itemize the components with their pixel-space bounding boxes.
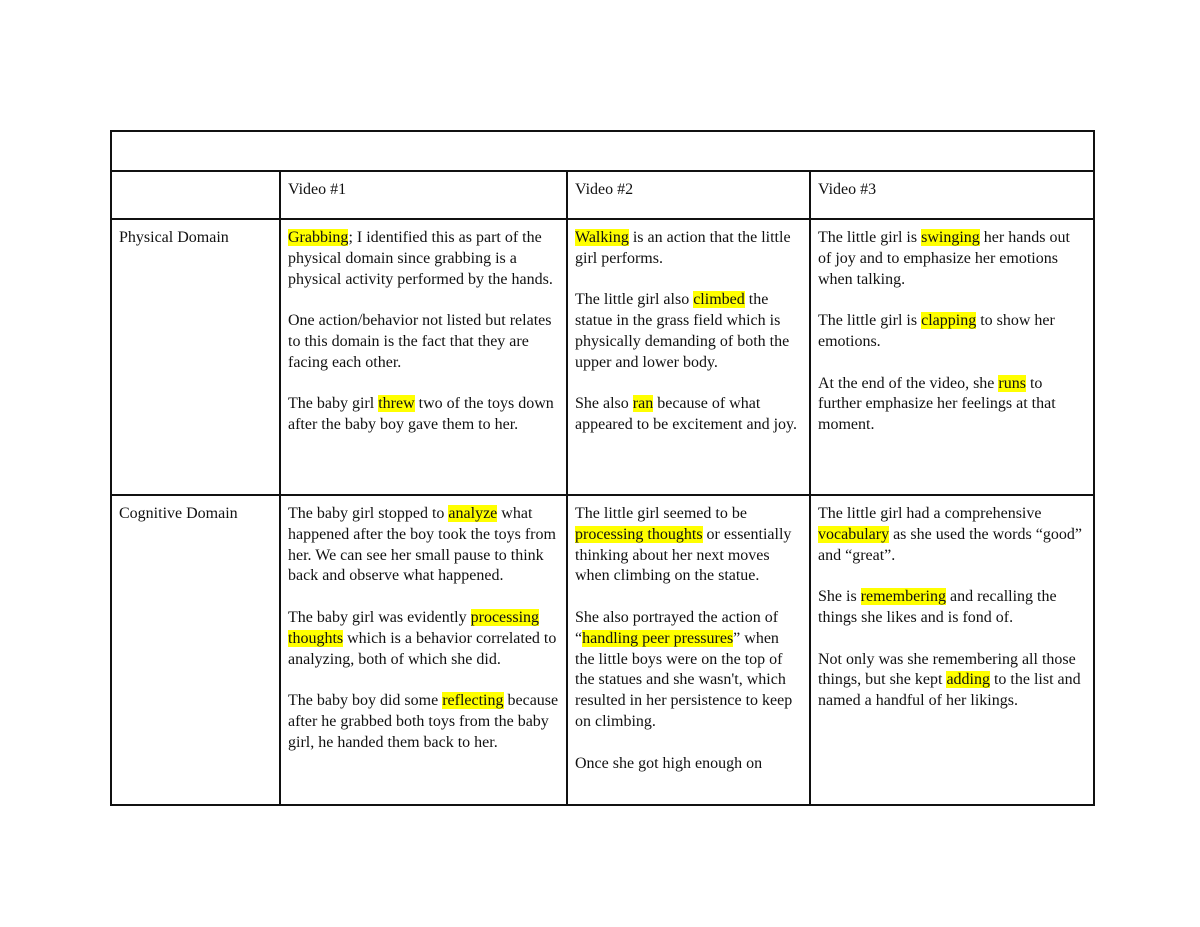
- text-run: is an action that the little girl performs.: [575, 229, 791, 267]
- cell-paragraph: [818, 228, 1086, 290]
- text-run: She also portrayed the action of “: [575, 608, 779, 647]
- cell-paragraph: [575, 754, 802, 775]
- text-run: or essentially thinking about her next moves when climbing on the statue.: [575, 525, 792, 585]
- highlighted-keyword: ran: [632, 395, 654, 413]
- highlighted-keyword: remembering: [860, 588, 946, 606]
- header-cell-empty: [111, 171, 280, 219]
- cell-text: [818, 504, 1086, 712]
- cell-paragraph: [288, 608, 559, 670]
- cell-paragraph: [288, 394, 559, 436]
- cell-cognitive-video-3: [810, 495, 1094, 805]
- cell-cognitive-video-1: [280, 495, 567, 805]
- cell-text: [818, 228, 1086, 436]
- highlighted-keyword: Grabbing: [288, 229, 349, 246]
- highlighted-keyword: climbed: [693, 291, 745, 309]
- text-run: The little girl also: [575, 291, 694, 309]
- highlighted-keyword: reflecting: [442, 692, 504, 710]
- table-title-row: [111, 131, 1094, 171]
- row-label-cognitive-domain: Cognitive Domain: [111, 495, 280, 805]
- header-cell-video-2: Video #2: [567, 171, 810, 219]
- text-run: The baby girl stopped to: [288, 505, 449, 522]
- table-header-row: [111, 171, 1094, 219]
- cell-cognitive-video-2: [567, 495, 810, 805]
- text-run: and recalling the things she likes and is fond of.: [818, 588, 1057, 626]
- header-cell-video-1: Video #1: [280, 171, 567, 219]
- text-run: to further emphasize her feelings at that moment.: [818, 374, 1056, 434]
- text-run: She also: [575, 395, 633, 413]
- text-run: ” when the little boys were on the top of the statues and she wasn't, which resulted in her persistence to keep on climbing.: [575, 629, 793, 730]
- text-run: what happened after the boy took the toys from her. We can see her small pause to think back and observe what happened.: [288, 505, 556, 585]
- cell-paragraph: [575, 394, 802, 436]
- text-run: At the end of the video, she: [818, 374, 999, 392]
- cell-physical-video-3: [810, 219, 1094, 495]
- text-run: The baby girl: [288, 395, 379, 413]
- cell-text: [575, 228, 802, 436]
- cell-paragraph: [575, 608, 802, 733]
- text-run: because after he grabbed both toys from the baby girl, he handed them back to her.: [288, 692, 559, 751]
- table-row-cognitive-domain: [111, 495, 1094, 805]
- table-title-cell: [111, 131, 1094, 171]
- header-cell-video-3: Video #3: [810, 171, 1094, 219]
- text-run: The little girl is: [818, 229, 922, 246]
- text-run: as she used the words “good” and “great”.: [818, 525, 1082, 564]
- text-run: She is: [818, 588, 861, 606]
- row-label-physical-domain: Physical Domain: [111, 219, 280, 495]
- highlighted-keyword: processing thoughts: [575, 525, 703, 543]
- table-row-physical-domain: [111, 219, 1094, 495]
- cell-physical-video-1: [280, 219, 567, 495]
- text-run: the statue in the grass field which is physically demanding of both the upper and lower body.: [575, 291, 790, 371]
- highlighted-keyword: handling peer pressures: [582, 629, 734, 647]
- text-run: which is a behavior correlated to analyzing, both of which she did.: [288, 629, 557, 668]
- cell-paragraph: [818, 587, 1086, 629]
- text-run: The little girl is: [818, 312, 922, 330]
- cell-text: [288, 504, 559, 754]
- cell-paragraph: [575, 228, 802, 270]
- cell-paragraph: [575, 290, 802, 373]
- text-run: because of what appeared to be excitement and joy.: [575, 395, 797, 434]
- cell-physical-video-2: [567, 219, 810, 495]
- highlighted-keyword: vocabulary: [818, 525, 890, 543]
- cell-text: [575, 504, 802, 774]
- highlighted-keyword: adding: [946, 671, 990, 689]
- text-run: The little girl seemed to be: [575, 505, 747, 522]
- text-run: Once she got high enough on: [575, 754, 763, 772]
- highlighted-keyword: Walking: [575, 229, 629, 246]
- cell-paragraph: [575, 504, 802, 587]
- highlighted-keyword: clapping: [921, 312, 977, 330]
- text-run: Not only was she remembering all those things, but she kept: [818, 650, 1076, 689]
- highlighted-keyword: threw: [378, 395, 415, 413]
- highlighted-keyword: analyze: [448, 505, 498, 522]
- text-run: two of the toys down after the baby boy gave them to her.: [288, 395, 554, 434]
- domain-observation-table: [110, 130, 1095, 806]
- highlighted-keyword: processing thoughts: [288, 608, 540, 647]
- cell-paragraph: [818, 311, 1086, 353]
- cell-paragraph: [818, 374, 1086, 436]
- text-run: to the list and named a handful of her likings.: [818, 671, 1081, 710]
- highlighted-keyword: swinging: [921, 229, 980, 246]
- text-run: One action/behavior not listed but relates to this domain is the fact that they are facing each other.: [288, 312, 552, 371]
- text-run: to show her emotions.: [818, 312, 1055, 350]
- cell-paragraph: [288, 228, 559, 290]
- cell-paragraph: [818, 504, 1086, 566]
- cell-paragraph: [818, 650, 1086, 712]
- text-run: her hands out of joy and to emphasize her emotions when talking.: [818, 229, 1070, 288]
- cell-paragraph: [288, 311, 559, 373]
- text-run: The baby boy did some: [288, 692, 443, 710]
- text-run: The baby girl was evidently: [288, 608, 471, 626]
- cell-text: [288, 228, 559, 436]
- text-run: ; I identified this as part of the physical domain since grabbing is a physical activity performed by the hands.: [288, 229, 553, 288]
- cell-paragraph: [288, 504, 559, 587]
- cell-paragraph: [288, 691, 559, 753]
- text-run: The little girl had a comprehensive: [818, 505, 1042, 522]
- highlighted-keyword: runs: [998, 374, 1026, 392]
